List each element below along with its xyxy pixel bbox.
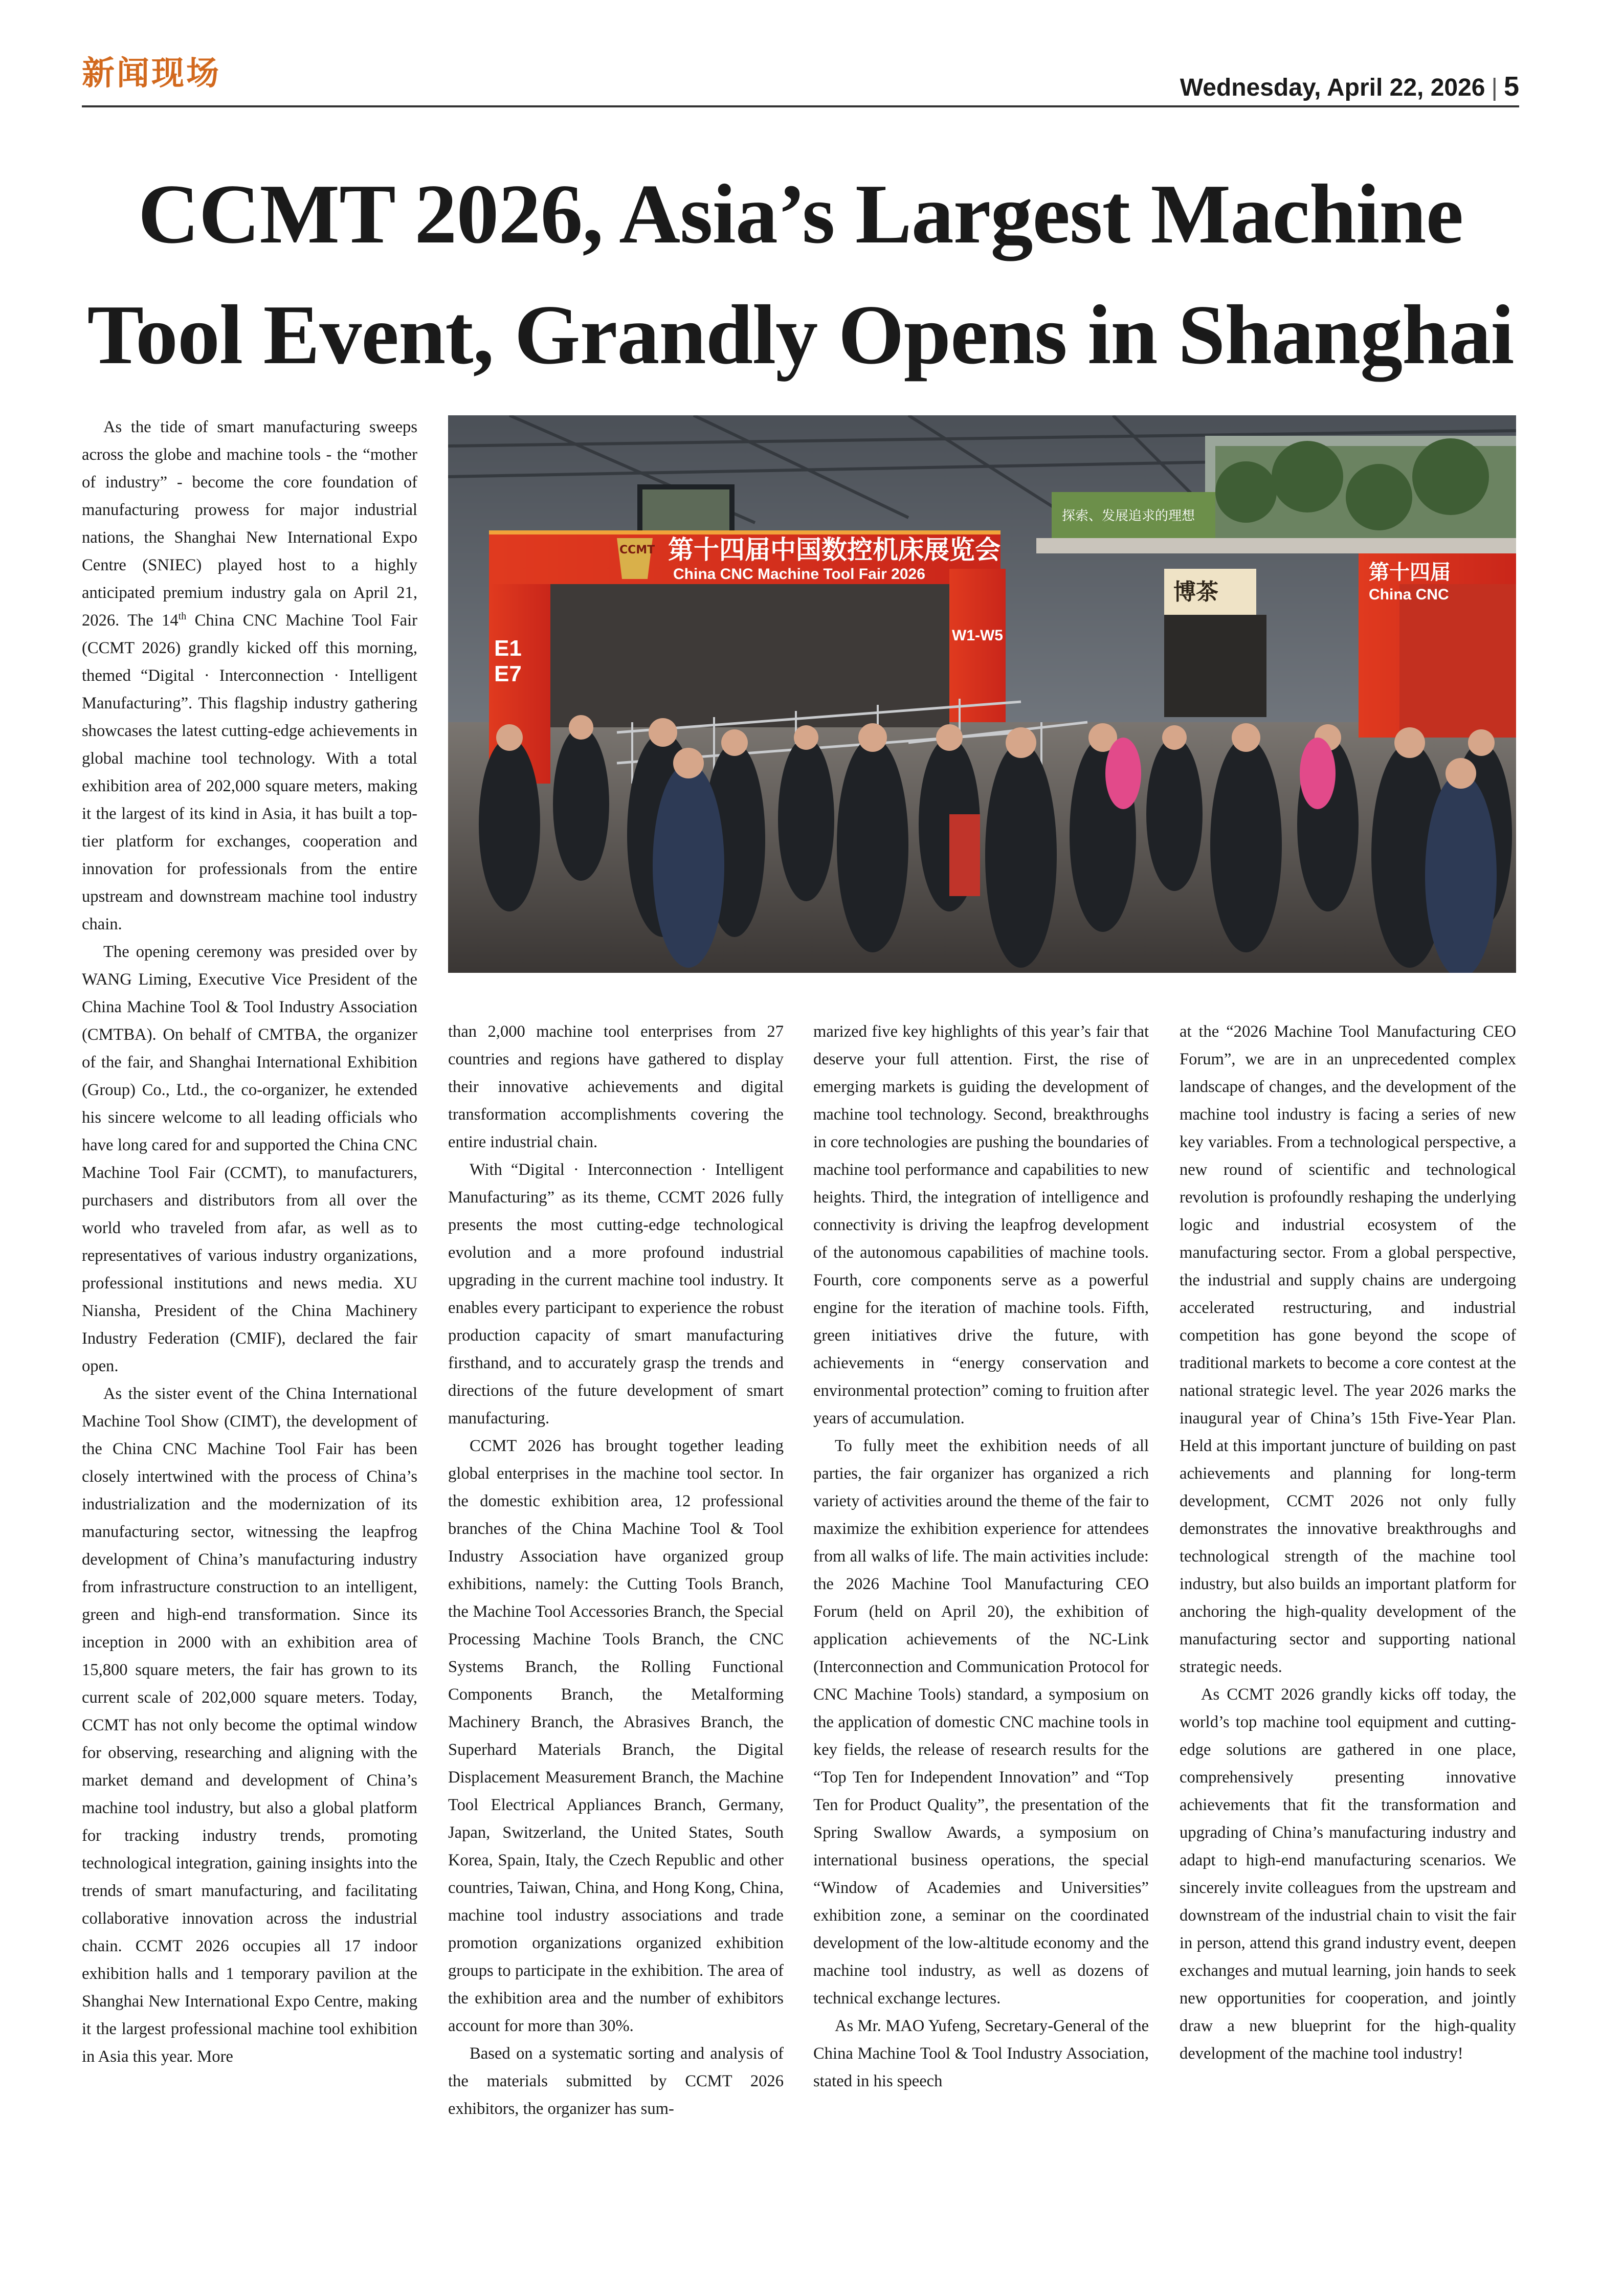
headline: CCMT 2026, Asia’s Largest Machine Tool Event, Grandly Opens in Shanghai — [87, 167, 1514, 382]
right-banner-chinese: 第十四届 — [1369, 561, 1451, 584]
paragraph: With “Digital · Interconnection · Intelligent Manufacturing” as its theme, CCMT 2026 fully presents the most cutting-edge technological evolution and a more profound industrial upgrading in the current machine tool industry. It enables every participant to experience the robust production capacity of smart manufacturing firsthand, and to accurately grasp the trends and directions of the future development of smart manufacturing. — [448, 1161, 784, 1428]
paragraph: marized five key highlights of this year’s fair that deserve your full attention. First, the rise of emerging markets is guiding the development of machine tool technology. Second, breakthroughs in core technologies are pushing the boundaries of machine tool performance and capabilities to new heights. Third, the integration of intelligence and connectivity is driving the leapfrog development of the autonomous capabilities of machine tools. Fourth, core components serve as a powerful engine for the iteration of machine tools. Fifth, green initiatives drive the future, with achievements in “energy conservation and environmental protection” coming to fruition after years of accumulation. — [813, 1022, 1149, 1428]
issue-date-line — [1180, 71, 1519, 102]
issue-date: Wednesday, April 22, 2026 — [1180, 74, 1485, 101]
paragraph: As CCMT 2026 grandly kicks off today, the world’s top machine tool equipment and cutting-edge solutions are gathered in one place, comprehensively presenting innovative achievements that fit the transformation and upgrading of China’s manufacturing industry and adapt to high-end manufacturing scenarios. We sincerely invite colleagues from the upstream and downstream of the industrial chain to visit the fair in person, attend this grand industry event, deepen exchanges and mutual learning, join hands to seek new opportunities for cooperation, and jointly draw a new blueprint for the high-quality development of the machine tool industry! — [1180, 1685, 1516, 2063]
exhibition-hall-image — [448, 415, 1516, 973]
right-banner-english: China CNC — [1369, 586, 1449, 603]
text-run: As the tide of smart manufacturing sweeps across the globe and machine tools - the “mother of industry” - become the core foundation of manufacturing prowess for major industrial nations, the Shanghai New International Expo Centre (SNIEC) played host to a highly anticipated premium industry gala on April 21, 2026. The 14 — [82, 418, 417, 630]
text-run: China CNC Machine Tool Fair (CCMT 2026) grandly kicked off this morning, themed “Digital · Interconnection · Intelligent Manufacturing”. This flagship industry gathering showcases the latest cutting-edge achievements in global machine tool technology. With a total exhibition area of 202,000 square meters, making it the largest of its kind in Asia, it has built a top-tier platform for exchanges, cooperation and innovation for professionals from the entire upstream and downstream machine tool industry chain. — [82, 611, 417, 933]
section-label: 新闻现场 — [82, 55, 221, 93]
top-banner-text: 探索、发展追求的理想 — [1062, 508, 1195, 524]
banner-chinese-title: 第十四届中国数控机床展览会 — [668, 535, 1000, 565]
hall-label-top: E1 — [494, 636, 522, 661]
article-column-1 — [82, 413, 417, 2234]
article-column-3 — [813, 1018, 1149, 2235]
hall-label-bottom: E7 — [494, 661, 522, 686]
header-rule — [82, 105, 1519, 107]
paragraph: As Mr. MAO Yufeng, Secretary-General of the China Machine Tool & Tool Industry Association, stated in his speech — [813, 2017, 1149, 2090]
article-column-4 — [1180, 1018, 1516, 2235]
banner-english-title: China CNC Machine Tool Fair 2026 — [673, 566, 925, 583]
paragraph: Based on a systematic sorting and analysis of the materials submitted by CCMT 2026 exhibitors, the organizer has sum- — [448, 2044, 784, 2118]
paragraph: To fully meet the exhibition needs of all parties, the fair organizer has organized a rich variety of activities around the theme of the fair to maximize the exhibition experience for attendees from all walks of life. The main activities include: the 2026 Machine Tool Manufacturing CEO Forum (held on April 20), the exhibition of application achievements of the NC-Link (Interconnection and Communication Protocol for CNC Machine Tools) standard, a symposium on the application of domestic CNC machine tools in key fields, the release of research results for the “Top Ten for Independent Innovation” and “Top Ten for Product Quality”, the presentation of the Spring Swallow Awards, a symposium on international business operations, the special “Window of Academies and Universities” exhibition zone, a seminar on the coordinated development of the low-altitude economy and the machine tool industry, as well as dozens of technical exchange lectures. — [813, 1437, 1149, 2008]
date-separator: | — [1491, 74, 1498, 101]
paragraph: CCMT 2026 has brought together leading global enterprises in the machine tool sector. In the domestic exhibition area, 12 professional branches of the China Machine Tool & Tool Industry Association have organized group exhibitions, namely: the Cutting Tools Branch, the Machine Tool Accessories Branch, the Special Processing Machine Tools Branch, the CNC Systems Branch, the Rolling Functional Components Branch, the Metalforming Machinery Branch, the Abrasives Branch, the Superhard Materials Branch, the Digital Displacement Measurement Branch, the Machine Tool Electrical Appliances Branch, Germany, Japan, Switzerland, the United States, South Korea, Spain, Italy, the Czech Republic and other countries, Taiwan, China, and Hong Kong, China, machine tool industry associations and trade promotion organizations organized exhibition groups to participate in the exhibition. The area of the exhibition area and the number of exhibitors account for more than 30%. — [448, 1437, 784, 2035]
article-column-2 — [448, 1018, 784, 2235]
shop-sign: 博茶 — [1173, 579, 1218, 605]
gate-label: W1-W5 — [952, 627, 1003, 644]
paragraph: The opening ceremony was presided over by WANG Liming, Executive Vice President of the China Machine Tool & Tool Industry Association (CMTBA). On behalf of CMTBA, the organizer of the fair, and Shanghai International Exhibition (Group) Co., Ltd., the co-organizer, he extended his sincere welcome to all leading officials who have long cared for and supported the China CNC Machine Tool Fair (CCMT), to manufacturers, purchasers and distributors from all over the world who traveled from afar, as well as to representatives of various industry organizations, professional institutions and news media. XU Niansha, President of the China Machinery Industry Federation (CMIF), declared the fair open. — [82, 943, 417, 1375]
booth-logo-text: CCMT — [619, 544, 655, 556]
paragraph: As the sister event of the China International Machine Tool Show (CIMT), the development of the China CNC Machine Tool Fair has been closely intertwined with the process of China’s industrialization and the modernization of its manufacturing sector, witnessing the leapfrog development of China’s manufacturing industry from infrastructure construction to an intelligent, green and high-end transformation. Since its inception in 2000 with an exhibition area of 15,800 square meters, the fair has grown to its current scale of 202,000 square meters. Today, CCMT has not only become the optimal window for observing, researching and aligning with the market demand and development of China’s machine tool industry, but also a global platform for tracking industry trends, promoting technological integration, gaining insights into the trends of smart manufacturing, and facilitating collaborative innovation across the industrial chain. CCMT 2026 occupies all 17 indoor exhibition halls and 1 temporary pavilion at the Shanghai New International Expo Centre, making it the largest professional machine tool exhibition in Asia this year. More — [82, 1385, 417, 2066]
paragraph: at the “2026 Machine Tool Manufacturing CEO Forum”, we are in an unprecedented complex landscape of changes, and the development of the machine tool industry is facing a series of new key variables. From a technological perspective, a new round of scientific and technological revolution is profoundly reshaping the underlying logic and industrial ecosystem of the manufacturing sector. From a global perspective, the industrial and supply chains are undergoing accelerated restructuring, and industrial competition has gone beyond the scope of traditional markets to become a core contest at the national strategic level. The year 2026 marks the inaugural year of China’s 15th Five-Year Plan. Held at this important juncture of building on past achievements and planning for long-term development, CCMT 2026 not only fully demonstrates the innovative breakthroughs and technological strength of the machine tool industry, but also builds an important platform for anchoring the high-quality development of the manufacturing sector and supporting national strategic needs. — [1180, 1022, 1516, 1676]
paragraph — [82, 413, 417, 938]
superscript: th — [178, 611, 187, 622]
paragraph: than 2,000 machine tool enterprises from 27 countries and regions have gathered to display their innovative achievements and digital transformation accomplishments covering the entire industrial chain. — [448, 1022, 784, 1151]
page-number: 5 — [1503, 71, 1519, 102]
exhibition-photo — [448, 415, 1516, 973]
